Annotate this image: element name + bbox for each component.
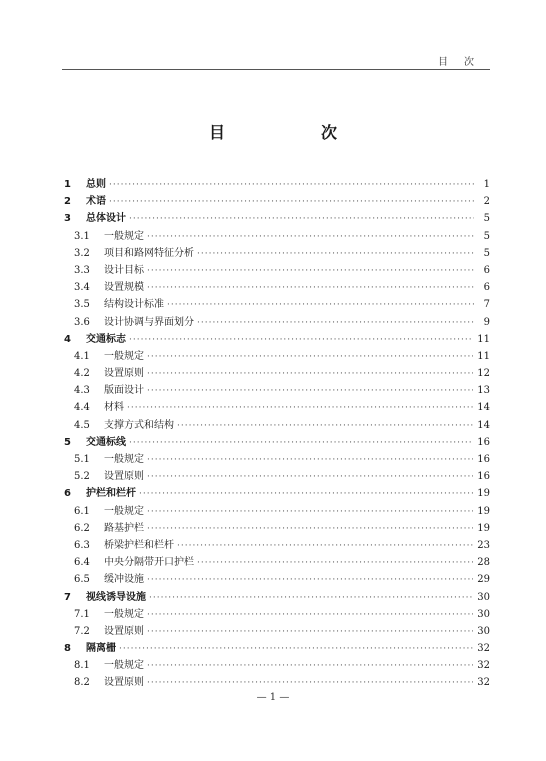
toc-entry-title: 中央分隔带开口护栏	[104, 557, 194, 569]
toc-entry-page: 28	[477, 557, 490, 569]
toc-section-entry[interactable]	[62, 279, 490, 296]
toc-chapter-entry[interactable]	[62, 485, 490, 502]
dot-leader	[147, 624, 473, 641]
toc-entry-number: 6.3	[74, 539, 90, 551]
toc-entry-title: 交通标线	[86, 436, 126, 448]
toc-entry-number: 4.5	[74, 419, 90, 431]
toc-entry-page: 30	[477, 608, 490, 620]
page-number: — 1 —	[256, 692, 290, 703]
dot-leader	[147, 349, 473, 366]
toc-entry-number: 5.2	[74, 471, 90, 483]
toc-entry-title: 一般规定	[104, 608, 144, 620]
toc-entry-title: 桥梁护栏和栏杆	[104, 539, 174, 551]
toc-entry-number: 3.2	[74, 247, 90, 259]
toc-entry-page: 19	[477, 488, 490, 500]
table-of-contents	[62, 176, 490, 692]
toc-entry-title: 设置规模	[104, 282, 144, 294]
toc-entry-number: 3.1	[74, 230, 90, 242]
toc-entry-title: 护栏和栏杆	[86, 488, 136, 500]
toc-entry-page: 12	[477, 368, 490, 380]
dot-leader	[147, 229, 474, 246]
toc-entry-page: 30	[477, 591, 490, 603]
toc-entry-page: 7	[483, 299, 490, 311]
toc-entry-title: 项目和路网特征分析	[104, 247, 194, 259]
toc-entry-page: 11	[477, 350, 490, 362]
toc-entry-number: 6.1	[74, 505, 90, 517]
toc-entry-title: 交通标志	[86, 333, 126, 345]
dot-leader	[147, 607, 473, 624]
toc-section-entry[interactable]	[62, 382, 490, 399]
toc-entry-number: 5	[64, 436, 71, 448]
dot-leader	[139, 486, 473, 503]
toc-entry-title: 一般规定	[104, 505, 144, 517]
toc-entry-page: 9	[483, 316, 490, 328]
toc-chapter-entry[interactable]	[62, 210, 490, 227]
toc-entry-number: 2	[64, 196, 71, 208]
dot-leader	[149, 590, 473, 607]
toc-entry-number: 7.1	[74, 608, 90, 620]
dot-leader	[147, 469, 473, 486]
toc-entry-number: 6	[64, 488, 71, 500]
toc-entry-number: 3.6	[74, 316, 90, 328]
toc-section-entry[interactable]	[62, 657, 490, 674]
toc-entry-page: 5	[483, 230, 490, 242]
dot-leader	[109, 194, 474, 211]
dot-leader	[197, 315, 474, 332]
toc-entry-title: 设计目标	[104, 264, 144, 276]
dot-leader	[119, 641, 473, 658]
dot-leader	[147, 452, 473, 469]
toc-entry-number: 3.5	[74, 299, 90, 311]
toc-entry-page: 13	[477, 385, 490, 397]
dot-leader	[147, 263, 474, 280]
toc-entry-number: 8.1	[74, 660, 90, 672]
toc-entry-page: 11	[477, 333, 490, 345]
toc-entry-page: 14	[477, 402, 490, 414]
toc-section-entry[interactable]	[62, 417, 490, 434]
toc-section-entry[interactable]	[62, 537, 490, 554]
dot-leader	[147, 280, 474, 297]
toc-entry-title: 一般规定	[104, 350, 144, 362]
toc-entry-number: 6.4	[74, 557, 90, 569]
toc-section-entry[interactable]	[62, 296, 490, 313]
toc-entry-number: 4.2	[74, 368, 90, 380]
toc-entry-page: 16	[477, 436, 490, 448]
page-title: 目 次	[208, 123, 377, 142]
toc-entry-title: 一般规定	[104, 454, 144, 465]
toc-entry-page: 19	[477, 522, 490, 534]
toc-chapter-entry[interactable]	[62, 640, 490, 657]
toc-entry-title: 一般规定	[104, 660, 144, 672]
toc-entry-title: 版面设计	[104, 385, 144, 397]
toc-section-entry[interactable]	[62, 365, 490, 382]
dot-leader	[147, 366, 473, 383]
toc-entry-title: 缓冲设施	[104, 574, 144, 586]
toc-section-entry[interactable]	[62, 245, 490, 262]
dot-leader	[127, 400, 473, 417]
toc-chapter-entry[interactable]	[62, 589, 490, 606]
toc-entry-number: 3	[64, 213, 71, 225]
toc-entry-number: 4.1	[74, 350, 90, 362]
toc-entry-title: 总体设计	[86, 213, 126, 225]
toc-entry-number: 5.1	[74, 454, 90, 465]
toc-section-entry[interactable]	[62, 674, 490, 691]
dot-leader	[147, 521, 473, 538]
toc-entry-title: 设置原则	[104, 677, 144, 689]
toc-entry-title: 一般规定	[104, 230, 144, 242]
dot-leader	[197, 246, 474, 263]
toc-section-entry[interactable]	[62, 228, 490, 245]
toc-entry-title: 隔离栅	[86, 643, 116, 655]
toc-entry-number: 8.2	[74, 677, 90, 689]
toc-entry-page: 16	[477, 454, 490, 465]
toc-entry-title: 术语	[86, 196, 106, 208]
toc-entry-page: 29	[477, 574, 490, 586]
dot-leader	[147, 504, 473, 521]
toc-section-entry[interactable]	[62, 262, 490, 279]
toc-entry-page: 32	[477, 643, 490, 655]
toc-section-entry[interactable]	[62, 623, 490, 640]
toc-entry-page: 6	[483, 282, 490, 294]
toc-entry-number: 6.5	[74, 574, 90, 586]
dot-leader	[129, 435, 473, 452]
toc-section-entry[interactable]	[62, 503, 490, 520]
running-head: 目次	[438, 57, 490, 68]
toc-entry-page: 1	[483, 179, 490, 190]
dot-leader	[109, 177, 474, 194]
toc-entry-title: 设计协调与界面划分	[104, 316, 194, 328]
toc-section-entry[interactable]	[62, 451, 490, 468]
toc-entry-title: 支撑方式和结构	[104, 419, 174, 431]
toc-entry-page: 2	[483, 196, 490, 208]
toc-entry-page: 32	[477, 677, 490, 689]
toc-section-entry[interactable]	[62, 520, 490, 537]
toc-entry-title: 结构设计标准	[104, 299, 164, 311]
toc-entry-page: 16	[477, 471, 490, 483]
toc-entry-title: 设置原则	[104, 368, 144, 380]
toc-entry-page: 6	[483, 264, 490, 276]
dot-leader	[147, 675, 473, 692]
dot-leader	[197, 555, 473, 572]
toc-entry-number: 4.3	[74, 385, 90, 397]
toc-chapter-entry[interactable]	[62, 193, 490, 210]
toc-section-entry[interactable]	[62, 606, 490, 623]
toc-section-entry[interactable]	[62, 399, 490, 416]
dot-leader	[147, 383, 473, 400]
toc-chapter-entry[interactable]	[62, 176, 490, 193]
toc-section-entry[interactable]	[62, 571, 490, 588]
header-rule	[62, 69, 490, 70]
toc-entry-number: 7	[64, 591, 71, 603]
toc-entry-page: 32	[477, 660, 490, 672]
toc-entry-page: 23	[477, 539, 490, 551]
toc-entry-number: 8	[64, 643, 71, 655]
toc-entry-number: 3.4	[74, 282, 90, 294]
toc-entry-number: 6.2	[74, 522, 90, 534]
toc-entry-title: 设置原则	[104, 471, 144, 483]
dot-leader	[147, 572, 473, 589]
toc-entry-number: 1	[64, 179, 71, 190]
toc-chapter-entry[interactable]	[62, 331, 490, 348]
toc-section-entry[interactable]	[62, 348, 490, 365]
toc-entry-page: 5	[483, 247, 490, 259]
dot-leader	[129, 211, 474, 228]
toc-section-entry[interactable]	[62, 554, 490, 571]
toc-entry-title: 材料	[104, 402, 124, 414]
toc-entry-number: 3.3	[74, 264, 90, 276]
toc-entry-number: 7.2	[74, 625, 90, 637]
toc-entry-page: 5	[483, 213, 490, 225]
toc-entry-page: 14	[477, 419, 490, 431]
toc-section-entry[interactable]	[62, 314, 490, 331]
dot-leader	[129, 332, 473, 349]
toc-section-entry[interactable]	[62, 468, 490, 485]
toc-chapter-entry[interactable]	[62, 434, 490, 451]
toc-entry-title: 总则	[86, 179, 106, 190]
dot-leader	[177, 418, 473, 435]
toc-entry-page: 30	[477, 625, 490, 637]
dot-leader	[147, 658, 473, 675]
dot-leader	[177, 538, 473, 555]
toc-entry-number: 4.4	[74, 402, 90, 414]
toc-entry-number: 4	[64, 333, 71, 345]
toc-entry-title: 路基护栏	[104, 522, 144, 534]
toc-entry-page: 19	[477, 505, 490, 517]
toc-entry-title: 设置原则	[104, 625, 144, 637]
toc-entry-title: 视线诱导设施	[86, 591, 146, 603]
dot-leader	[167, 297, 474, 314]
